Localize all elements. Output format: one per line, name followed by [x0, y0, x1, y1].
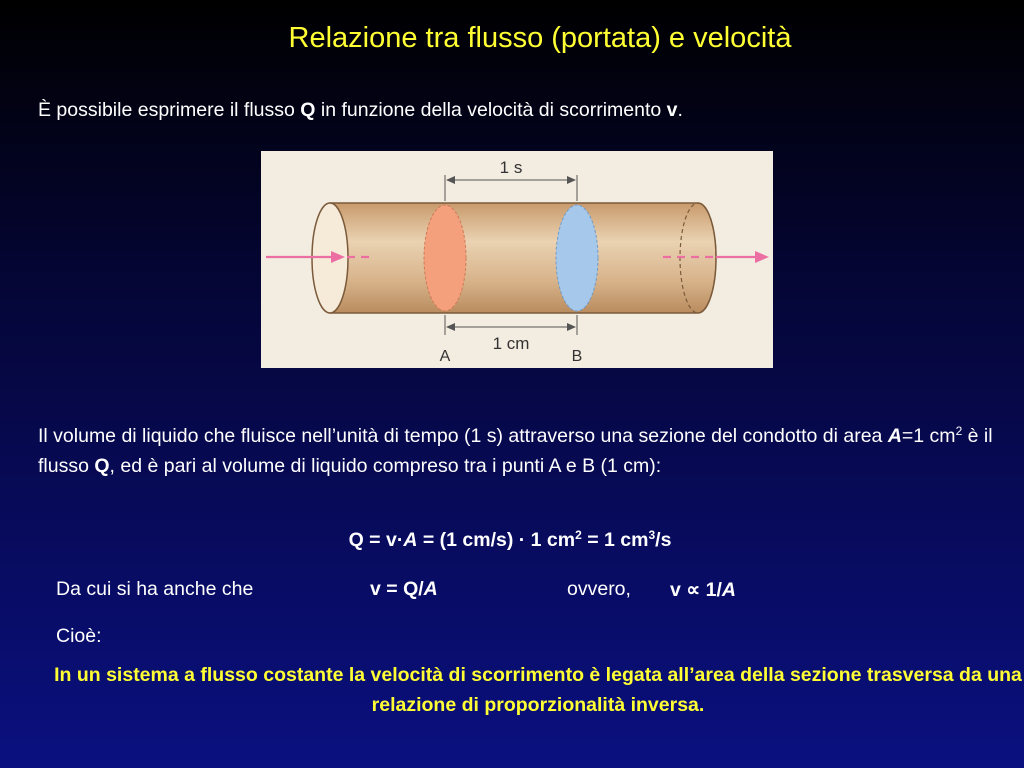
desc-part3: è il flusso: [38, 425, 993, 477]
desc-area-symbol: A: [887, 425, 902, 447]
section-b: [556, 205, 598, 311]
flow-formula: [0, 529, 1020, 552]
intro-text: [38, 99, 683, 122]
formula-part1: Q = v·: [348, 529, 404, 551]
slide-title: Relazione tra flusso (portata) e velocità: [288, 22, 792, 54]
desc-part2: =1 cm: [901, 425, 956, 447]
desc-q: Q: [94, 455, 110, 477]
intro-part3: .: [677, 99, 683, 121]
time-arrow-right: [567, 176, 576, 184]
velocity-eq-area: A: [423, 578, 438, 600]
formula-area-symbol: A: [403, 529, 418, 551]
cioe-text: Cioè:: [56, 625, 102, 647]
proportionality-relation: [670, 578, 736, 602]
formula-sup3: 3: [648, 528, 656, 542]
intro-q: Q: [300, 99, 316, 121]
section-a: [424, 205, 466, 311]
velocity-equation: [370, 578, 438, 601]
tube-body: [330, 203, 716, 313]
length-arrow-right: [567, 323, 576, 331]
intro-part1: È possibile esprimere il flusso: [38, 99, 301, 121]
point-a-label: A: [439, 348, 451, 365]
time-label: 1 s: [499, 158, 523, 177]
formula-part4: /s: [655, 529, 672, 551]
point-b-label: B: [571, 348, 583, 365]
desc-part4: , ed è pari al volume di liquido compreso tra i punti A e B (1 cm):: [109, 455, 662, 477]
relations-intro: Da cui si ha anche che: [56, 578, 254, 600]
formula-part2: = (1 cm/s) · 1 cm: [417, 529, 576, 551]
intro-part2: in funzione della velocità di scorrimento: [315, 99, 667, 121]
description-text: [38, 421, 998, 481]
tube-diagram-svg: [261, 151, 773, 368]
length-label: 1 cm: [492, 334, 530, 353]
desc-part1: Il volume di liquido che fluisce nell’unità di tempo (1 s) attraverso una sezione del condotto di area: [38, 425, 888, 447]
time-arrow-left: [446, 176, 455, 184]
tube-diagram: [261, 151, 773, 368]
desc-sup2: 2: [955, 424, 963, 438]
velocity-eq-text: v = Q/: [370, 578, 424, 600]
conclusion-text: In un sistema a flusso costante la velocità di scorrimento è legata all’area della sezione trasversa da una relazione di proporzionalità inversa.: [54, 664, 1022, 716]
proportionality-area: A: [721, 579, 736, 601]
formula-part3: = 1 cm: [581, 529, 649, 551]
outflow-arrow-head: [755, 251, 769, 263]
formula-sup2: 2: [575, 528, 582, 542]
intro-v: v: [666, 99, 678, 121]
proportionality-text: v ∝ 1/: [670, 579, 722, 601]
ovvero-text: ovvero,: [567, 578, 631, 600]
length-arrow-left: [446, 323, 455, 331]
